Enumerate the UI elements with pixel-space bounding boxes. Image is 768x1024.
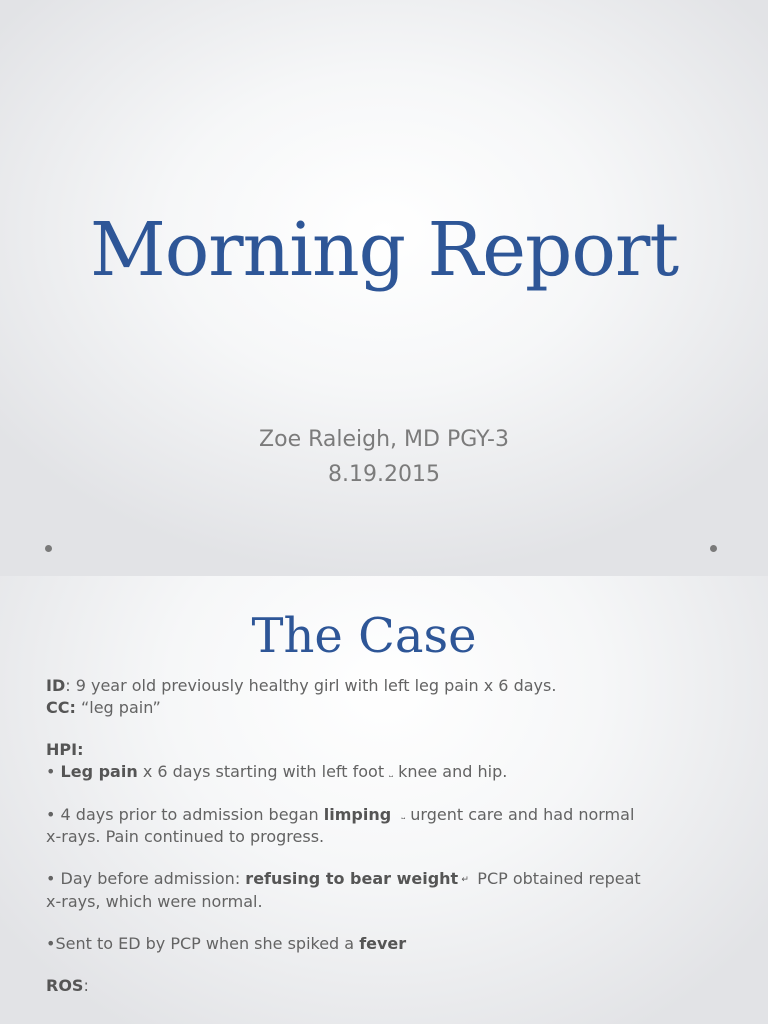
bullet-3-text-b: PCP obtained repeat <box>472 869 641 888</box>
cc-label: CC: <box>46 698 76 717</box>
bullet-icon: • <box>46 869 56 888</box>
case-slide <box>0 576 768 1024</box>
arrow-icon: ↵ <box>461 874 469 885</box>
bullet-1-text-b: knee and hip. <box>398 762 508 781</box>
bullet-1-text-a: x 6 days starting with left foot <box>137 762 385 781</box>
limping-bold: limping <box>323 804 392 824</box>
hpi-bullet-1 <box>46 761 736 784</box>
arrow-icon: ⎵ <box>401 810 406 820</box>
bullet-icon: • <box>46 804 56 824</box>
id-line <box>46 675 736 697</box>
hpi-bullet-2-cont: x-rays. Pain continued to progress. <box>46 827 325 846</box>
bullet-icon: • <box>46 762 56 781</box>
cc-text: “leg pain” <box>75 698 161 717</box>
bullet-icon: • <box>46 933 56 953</box>
presenter-name: Zoe Raleigh, MD PGY-3 <box>259 427 509 452</box>
hpi-bullet-3-cont: x-rays, which were normal. <box>46 891 263 911</box>
hpi-bullet-4 <box>46 933 736 955</box>
case-slide-title: The Case <box>251 608 477 664</box>
cc-line <box>46 697 736 719</box>
leg-pain-bold: Leg pain <box>60 762 138 781</box>
right-bullet-dot <box>710 545 717 552</box>
left-bullet-dot <box>45 545 52 552</box>
ros-line <box>46 975 736 997</box>
arrow-icon: ⎵ <box>389 767 393 778</box>
bullet-3-text-a: Day before admission: <box>55 869 246 888</box>
case-body <box>46 675 736 997</box>
ros-text: : <box>83 975 89 995</box>
hpi-heading <box>46 739 736 761</box>
slide-title: Morning Report <box>89 207 679 293</box>
bullet-4-text-a: Sent to ED by PCP when she spiked a <box>55 933 360 953</box>
slide-subtitle <box>0 422 768 492</box>
hpi-bullet-2 <box>46 804 736 827</box>
fever-bold: fever <box>359 933 407 953</box>
ros-label: ROS <box>46 975 84 995</box>
bullet-2-text-b: urgent care and had normal <box>410 804 635 824</box>
hpi-bullet-3 <box>46 868 736 891</box>
refusing-weight-bold: refusing to bear weight <box>245 869 459 888</box>
hpi-label: HPI: <box>46 740 84 759</box>
id-text: : 9 year old previously healthy girl with left leg pain x 6 days. <box>65 676 557 695</box>
id-label: ID <box>46 676 66 695</box>
presentation-date: 8.19.2015 <box>328 462 440 487</box>
bullet-2-text-a: 4 days prior to admission began <box>55 804 324 824</box>
